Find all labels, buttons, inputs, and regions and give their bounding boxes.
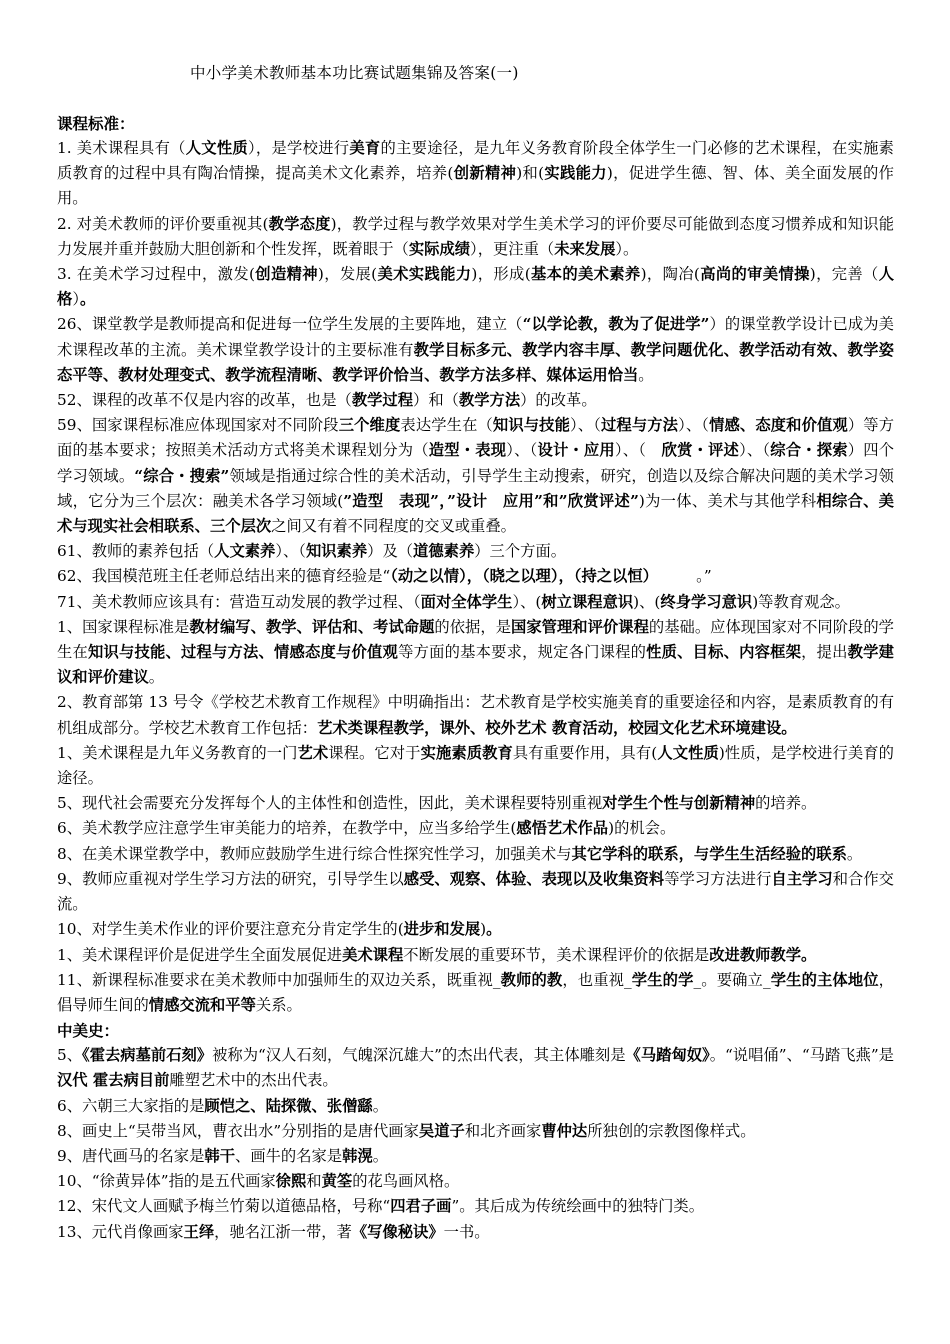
answer-text: 基本的美术素养: [530, 265, 641, 284]
answer-text: 情感、态度和价值观: [709, 416, 848, 435]
question-item: [57, 413, 894, 539]
question-item: [57, 1094, 894, 1119]
answer-text: 教学过程: [351, 391, 414, 410]
question-item: [57, 539, 894, 564]
question-text: 59、国家课程标准应体现国家对不同阶段: [57, 416, 339, 435]
question-item: [57, 590, 894, 615]
question-text: 1、美术课程评价是促进学生全面发展促进: [57, 945, 343, 964]
question-text: )的机会。: [608, 819, 676, 838]
question-text: 课程。它对于: [328, 743, 421, 762]
question-text: 8、在美术课堂教学中，教师应鼓励学生进行综合性探究性学习，加强美术与: [57, 844, 572, 863]
question-text: 6、六朝三大家指的是: [57, 1096, 205, 1115]
answer-text: 美术实践能力: [377, 265, 472, 284]
question-item: [57, 741, 894, 791]
question-item: [57, 615, 894, 691]
answer-text: 实际成绩: [408, 239, 471, 258]
question-item: [57, 867, 894, 917]
question-text: ）四个学习领域。: [57, 441, 894, 485]
question-text: )性质，是学校进行美育的途径。: [57, 743, 894, 788]
question-text: 领域是指通过综合性的美术活动，引导学生主动搜索，研究，创造以及综合解决问题的美术学习领域，它分为三个层次：融美术各学习领域(: [57, 466, 894, 510]
question-text: 之间又有着不同程度的交叉或重叠。: [271, 517, 516, 536]
question-text: 3. 在美术学习过程中，激发(: [57, 265, 255, 284]
question-item: [57, 212, 894, 262]
question-text: )，教学过程与教学效果对学生美术学习的评价要尽可能做到态度习惯养成和知识能力发展并重并鼓励大胆创新和个性发挥，既着眼于（: [57, 214, 894, 258]
answer-text: 美育: [349, 139, 381, 157]
question-text: ）及（: [367, 542, 414, 561]
question-text: 和: [306, 1172, 322, 1191]
question-text: )等教育观念。: [752, 592, 850, 611]
answer-text: 美术课程: [342, 945, 404, 964]
answer-text: 知识与技能、过程与方法、情感态度与价值观: [88, 643, 399, 662]
question-text: ）、（: [570, 416, 601, 435]
answer-text: 。: [79, 290, 96, 309]
answer-text: 徐熙: [275, 1172, 307, 1191]
question-text: 的依据，是: [434, 617, 512, 636]
question-text: 10、“徐黄异体”指的是五代画家: [57, 1172, 276, 1191]
question-text: )，形成(: [471, 265, 531, 284]
answer-text: 感受、观察、体验、表现以及收集资料: [403, 869, 665, 888]
question-text: ）: [72, 290, 80, 309]
question-text: 13、元代肖像画家: [57, 1222, 184, 1241]
question-item: [57, 1119, 894, 1144]
question-text: ）、（: [614, 441, 662, 460]
section-heading: 中美史：: [57, 1021, 120, 1041]
question-text: ）、（: [275, 542, 306, 561]
answer-text: “综合・搜索”: [134, 466, 230, 485]
question-text: ）、（: [506, 441, 538, 460]
question-text: 。: [638, 365, 654, 384]
answer-text: 道德素养: [413, 542, 475, 561]
answer-text: 综合・探索: [770, 441, 848, 460]
question-text: )和(: [516, 164, 545, 183]
answer-text: 知识与技能: [492, 416, 571, 435]
question-text: 12、宋代文人画赋予梅兰竹菊以道德品格，号称“: [57, 1197, 391, 1216]
question-item: [57, 1144, 894, 1169]
answer-text: 终身学习意识: [660, 592, 753, 611]
question-text: 关系。: [255, 995, 302, 1014]
question-item: [57, 917, 894, 942]
answer-text: 吴道子: [418, 1121, 465, 1140]
question-text: ）三个方面。: [474, 542, 567, 561]
question-text: 2、教育部第 13 号令《学校艺术教育工作规程》中明确指出：艺术教育是学校实施美育的重要途径和内容，是素质教育的有机组成部分。学校艺术教育工作包括：: [57, 693, 894, 737]
question-text: 。: [148, 668, 165, 687]
question-text: ）。: [615, 239, 639, 258]
answer-text: 教师的教: [500, 970, 563, 989]
question-text: 等学习方法进行: [664, 869, 772, 888]
answer-text: 面对全体学生: [420, 592, 513, 611]
question-text: 具有重要作用，具有(: [512, 743, 658, 762]
question-text: ，也重视_: [562, 970, 632, 989]
answer-text: 创新精神: [453, 164, 517, 183]
question-item: [57, 262, 894, 312]
question-item: [57, 564, 894, 589]
answer-text: 情感交流和平等: [148, 995, 256, 1014]
question-text: 的基础。应体现国家对不同阶段的学生在: [57, 617, 894, 662]
answer-text: 四君子画: [390, 1197, 452, 1216]
question-text: ）和（: [413, 391, 459, 410]
question-text: 和北齐画家: [464, 1121, 542, 1140]
question-text: 等方面的基本要求，规定各门课程的: [398, 643, 647, 662]
question-text: 61、教师的素养包括（: [57, 542, 215, 561]
question-text: ），是学校进行: [248, 139, 350, 157]
question-text: 表达学生在（: [400, 416, 493, 435]
answer-text: 高尚的审美情操: [699, 265, 810, 284]
question-text: 5、现代社会需要充分发挥每个人的主体性和创造性，因此，美术课程要特别重视: [57, 794, 603, 813]
section-heading: 课程标准：: [57, 114, 135, 133]
question-text: 9、唐代画马的名家是: [57, 1146, 205, 1165]
question-text: 一书。: [443, 1222, 490, 1241]
question-item: [57, 136, 894, 212]
question-text: ）的课堂教学设计已成为美术课程改革的主流。美术课堂教学设计的主要标准有: [57, 315, 894, 359]
answer-text: 设计・应用: [537, 441, 615, 460]
answer-text: 学生的学: [631, 970, 694, 989]
question-text: 。: [372, 1096, 388, 1115]
document-content: [57, 111, 894, 1245]
question-item: [57, 943, 894, 968]
question-text: )，陶冶(: [640, 265, 700, 284]
answer-text: 其它学科的联系，与学生生活经验的联系: [571, 844, 847, 863]
question-text: 的主要途径，是九年义务教育阶段全体学生一门必修的艺术课程，在实施素质教育的过程中具有陶冶情操，提高美术文化素养，培养(: [57, 139, 894, 183]
question-text: 、画牛的名家是: [235, 1146, 343, 1165]
question-text: 71、美术教师应该具有：营造互动发展的教学过程、（: [57, 592, 421, 611]
question-item: [57, 1220, 894, 1245]
question-text: ）、（: [739, 441, 771, 460]
question-text: 5、: [57, 1046, 83, 1065]
question-item: [57, 1169, 894, 1194]
answer-text: 三个维度: [338, 416, 401, 435]
question-text: 所独创的宗教图像样式。: [587, 1121, 756, 1140]
question-text: 6、美术教学应注意学生审美能力的培养，在教学中，应当多给学生(: [57, 819, 517, 838]
question-text: 和合作交流。: [57, 869, 894, 914]
answer-text: 教学方法: [458, 391, 521, 410]
question-text: ”。其后成为传统绘画中的独特门类。: [451, 1197, 705, 1216]
answer-text: 王绎: [183, 1222, 215, 1241]
answer-text: 曹仲达: [541, 1121, 588, 1140]
question-text: 52、课程的改革不仅是内容的改革，也是（: [57, 391, 352, 410]
question-text: )、(: [633, 592, 661, 611]
answer-text: 相综合、美术与现实社会相联系、三个层次: [57, 491, 894, 536]
answer-text: 性质、目标、内容框架: [646, 643, 802, 662]
answer-text: 。: [486, 920, 502, 939]
question-text: ），更注重（: [470, 239, 555, 258]
question-text: ，倡导师生间的: [57, 970, 894, 1014]
answer-text: 实践能力: [544, 164, 607, 183]
question-text: )，促进学生德、智、体、美全面发展的作用。: [57, 164, 894, 208]
question-text: 1、国家课程标准是: [57, 617, 190, 636]
question-text: 。“说唱俑”、“马踏飞燕”是: [709, 1046, 894, 1065]
question-text: 。: [846, 844, 863, 863]
answer-text: 人文性质: [185, 139, 248, 157]
question-text: ，驰名江浙一带，著: [214, 1222, 352, 1241]
question-text: 1、美术课程是九年义务教育的一门: [57, 743, 298, 762]
question-text: ，提出: [801, 643, 848, 662]
question-item: [57, 791, 894, 816]
question-item: [57, 1043, 894, 1093]
answer-text: 进步和发展: [403, 920, 481, 939]
answer-text: 感悟艺术作品: [516, 819, 609, 838]
answer-text: 韩干: [204, 1146, 236, 1165]
question-text: )，完善（: [809, 265, 879, 284]
answer-text: 艺术类课程教学，课外、校外艺术 教育活动，校园文化艺术环境建设。: [317, 718, 797, 737]
answer-text: 汉代 霍去病目前: [57, 1071, 170, 1090]
answer-text: 人格: [57, 265, 895, 309]
answer-text: 造型・表现: [428, 441, 507, 460]
question-text: )，发展(: [317, 265, 378, 284]
answer-text: 国家管理和评价课程: [511, 617, 649, 636]
question-item: [57, 312, 894, 388]
answer-text: 教材编写、教学、评估和、考试命题: [189, 617, 435, 636]
question-item: [57, 842, 894, 867]
question-text: 的花鸟画风格。: [352, 1172, 460, 1191]
answer-text: 教学建议和评价建议: [57, 643, 894, 687]
answer-text: 对学生个性与创新精神: [602, 794, 756, 813]
answer-text: ”造型 表现”，”设计 应用”和”欣赏评述”: [343, 491, 639, 510]
answer-text: 树立课程意识: [541, 592, 634, 611]
question-item: [57, 968, 894, 1018]
question-item: [57, 1194, 894, 1219]
answer-text: “以学论教，教为了促进学”: [522, 315, 710, 334]
answer-text: 《马踏匈奴》: [625, 1046, 710, 1065]
answer-text: 顾恺之、陆探微、张僧繇: [204, 1096, 373, 1115]
answer-text: 教学目标多元、教学内容丰厚、教学问题优化、教学活动有效、教学姿态平等、教材处理变式、教学流程清晰、教学评价恰当、教学方法多样、媒体运用恰当: [57, 340, 894, 384]
answer-text: 人文性质: [657, 743, 719, 762]
question-text: 62、我国模范班主任老师总结出来的德育经验是“: [57, 567, 391, 586]
question-text: 1. 美术课程具有（: [57, 139, 186, 157]
answer-text: 《写像秘诀》: [351, 1222, 444, 1241]
question-text: 。: [372, 1146, 389, 1165]
question-text: 26、课堂教学是教师提高和促进每一位学生发展的主要阵地，建立（: [57, 315, 523, 334]
question-text: 不断发展的重要环节，美术课程评价的依据是: [403, 945, 710, 964]
answer-text: 欣赏・评述: [661, 441, 740, 460]
answer-text: 人文素养: [214, 542, 276, 561]
question-text: ）、(: [512, 592, 542, 611]
answer-text: 艺术: [297, 743, 329, 762]
question-text: 9、教师应重视对学生学习方法的研究，引导学生以: [57, 869, 404, 888]
answer-text: 学生的主体地位: [770, 970, 879, 989]
question-text: 8、画史上“吴带当风，曹衣出水”分别指的是唐代画家: [57, 1121, 419, 1140]
answer-text: 韩滉: [342, 1146, 373, 1165]
answer-text: （动之以情），（晓之以理），（持之以恒）: [390, 567, 651, 586]
question-text: )为一体、美术与其他学科: [638, 491, 817, 510]
answer-text: 过程与方法: [601, 416, 679, 435]
answer-text: 《霍去病墓前石刻》: [82, 1046, 213, 1065]
answer-text: 实施素质教育: [420, 743, 513, 762]
question-text: ): [480, 920, 487, 939]
answer-text: 黄筌: [321, 1172, 353, 1191]
question-item: [57, 388, 894, 413]
question-text: 被称为“汉人石刻，气魄深沉雄大”的杰出代表，其主体雕刻是: [212, 1046, 626, 1065]
question-text: 2. 对美术教师的评价要重视其(: [57, 214, 269, 233]
answer-text: 教学态度: [268, 214, 331, 233]
question-text: ）等方面的基本要求；按照美术活动方式将美术课程划分为（: [57, 416, 894, 460]
question-item: [57, 816, 894, 841]
question-text: 的培养。: [755, 794, 817, 813]
answer-text: 创造精神: [254, 265, 318, 284]
question-text: _。要确立_: [693, 970, 771, 989]
question-text: 11、新课程标准要求在美术教师中加强师生的双边关系，既重视_: [57, 970, 501, 989]
question-text: 雕塑艺术中的杰出代表。: [169, 1071, 338, 1090]
answer-text: 未来发展: [554, 239, 616, 258]
answer-text: 改进教师教学。: [709, 945, 817, 964]
question-text: 10、对学生美术作业的评价要注意充分肯定学生的(: [57, 920, 404, 939]
answer-text: 知识素养: [305, 542, 368, 561]
question-text: 。”: [650, 567, 712, 586]
question-text: ）的改革。: [520, 391, 597, 410]
question-item: [57, 690, 894, 740]
document-title: 中小学美术教师基本功比赛试题集锦及答案(一): [190, 64, 519, 82]
question-text: ）、（: [678, 416, 710, 435]
answer-text: 自主学习: [771, 869, 833, 888]
